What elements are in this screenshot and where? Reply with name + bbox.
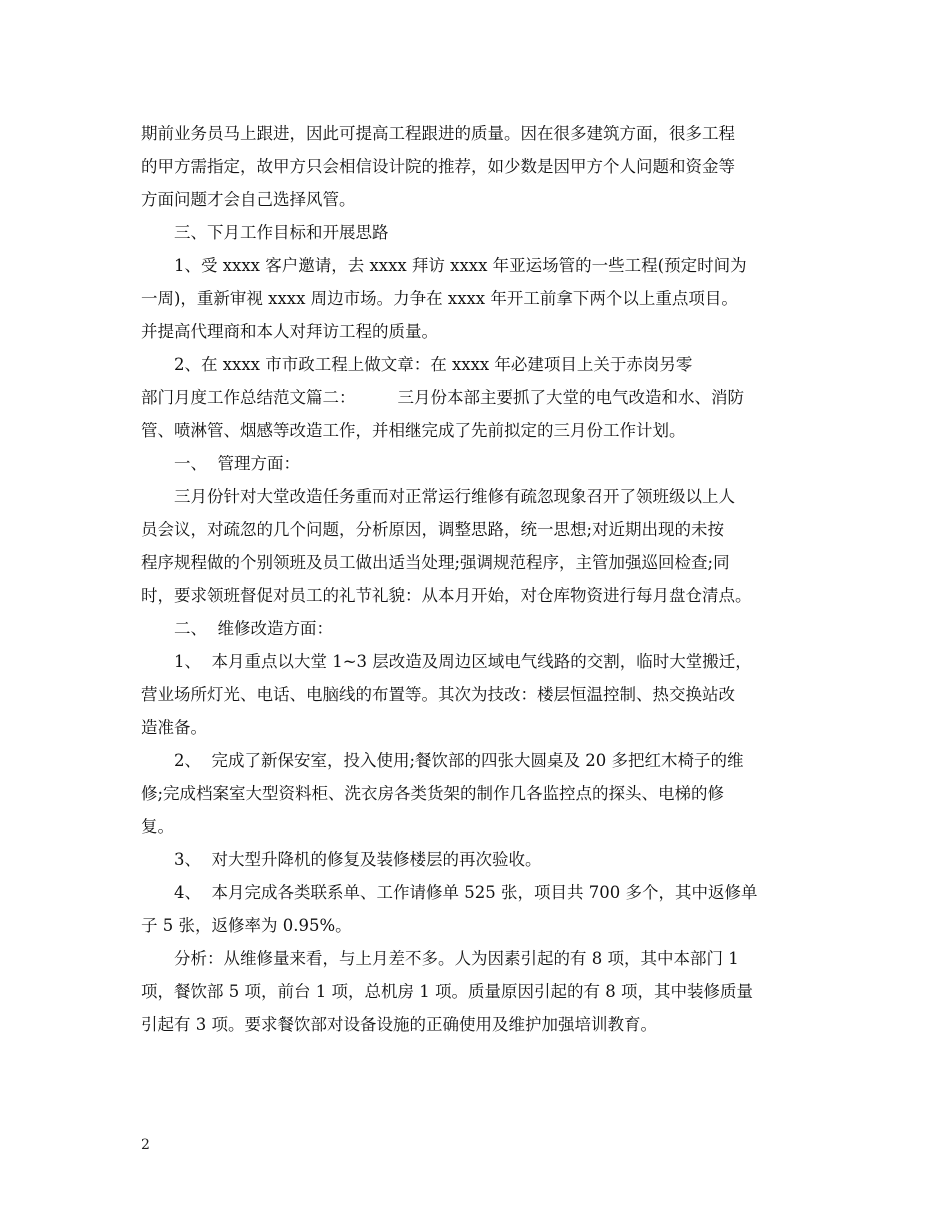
paragraph-line: 分析：从维修量来看，与上月差不多。人为因素引起的有 8 项，其中本部门 1 [174, 949, 739, 968]
paragraph-line: 一周)，重新审视 xxxx 周边市场。力争在 xxxx 年开工前拿下两个以上重点项目。 [141, 289, 738, 308]
paragraph-line: 程序规程做的个别领班及员工做出适当处理;强调规范程序，主管加强巡回检查;同 [141, 553, 730, 572]
paragraph-line: 方面问题才会自己选择风管。 [141, 190, 356, 209]
page-number: 2 [141, 1137, 150, 1153]
paragraph-line: 1、受 xxxx 客户邀请，去 xxxx 拜访 xxxx 年亚运场管的一些工程(预定时间为 [174, 256, 747, 275]
paragraph-line: 员会议，对疏忽的几个问题，分析原因，调整思路，统一思想;对近期出现的未按 [141, 520, 725, 539]
paragraph-line: 引起有 3 项。要求餐饮部对设备设施的正确使用及维护加强培训教育。 [141, 1015, 657, 1034]
paragraph-line: 管、喷淋管、烟感等改造工作，并相继完成了先前拟定的三月份工作计划。 [141, 421, 686, 440]
list-item-line: 1、 本月重点以大堂 1~3 层改造及周边区域电气线路的交割，临时大堂搬迁， [174, 652, 752, 671]
list-item-line: 4、 本月完成各类联系单、工作请修单 525 张，项目共 700 多个，其中返修单 [174, 883, 758, 902]
paragraph-line: 时，要求领班督促对员工的礼节礼貌：从本月开始，对仓库物资进行每月盘仓清点。 [141, 586, 752, 605]
paragraph-line: 复。 [141, 817, 174, 836]
paragraph-line: 项，餐饮部 5 项，前台 1 项，总机房 1 项。质量原因引起的有 8 项，其中装修质量 [141, 982, 753, 1001]
paragraph-line: 三月份针对大堂改造任务重而对正常运行维修有疏忽现象召开了领班级以上人 [174, 487, 735, 506]
section-heading-management: 一、 管理方面： [174, 454, 300, 473]
paragraph-line: 子 5 张，返修率为 0.95%。 [141, 916, 352, 935]
section-heading-3: 三、下月工作目标和开展思路 [174, 223, 389, 242]
paragraph-line: 部门月度工作总结范文篇二： 三月份本部主要抓了大堂的电气改造和水、消防 [141, 388, 744, 407]
paragraph-line: 修;完成档案室大型资料柜、洗衣房各类货架的制作几各监控点的探头、电梯的修 [141, 784, 725, 803]
section-heading-maintenance: 二、 维修改造方面： [174, 619, 333, 638]
paragraph-line: 2、在 xxxx 市市政工程上做文章：在 xxxx 年必建项目上关于赤岗另零 [174, 355, 693, 374]
list-item-line: 3、 对大型升降机的修复及装修楼层的再次验收。 [174, 850, 542, 869]
paragraph-line: 的甲方需指定，故甲方只会相信设计院的推荐，如少数是因甲方个人问题和资金等 [141, 157, 735, 176]
document-body [141, 117, 821, 1041]
list-item-line: 2、 完成了新保安室，投入使用;餐饮部的四张大圆桌及 20 多把红木椅子的维 [174, 751, 744, 770]
paragraph-line: 造准备。 [141, 718, 207, 737]
paragraph-line: 并提高代理商和本人对拜访工程的质量。 [141, 322, 438, 341]
paragraph-line: 期前业务员马上跟进，因此可提高工程跟进的质量。因在很多建筑方面，很多工程 [141, 124, 735, 143]
paragraph-line: 营业场所灯光、电话、电脑线的布置等。其次为技改：楼层恒温控制、热交换站改 [141, 685, 735, 704]
